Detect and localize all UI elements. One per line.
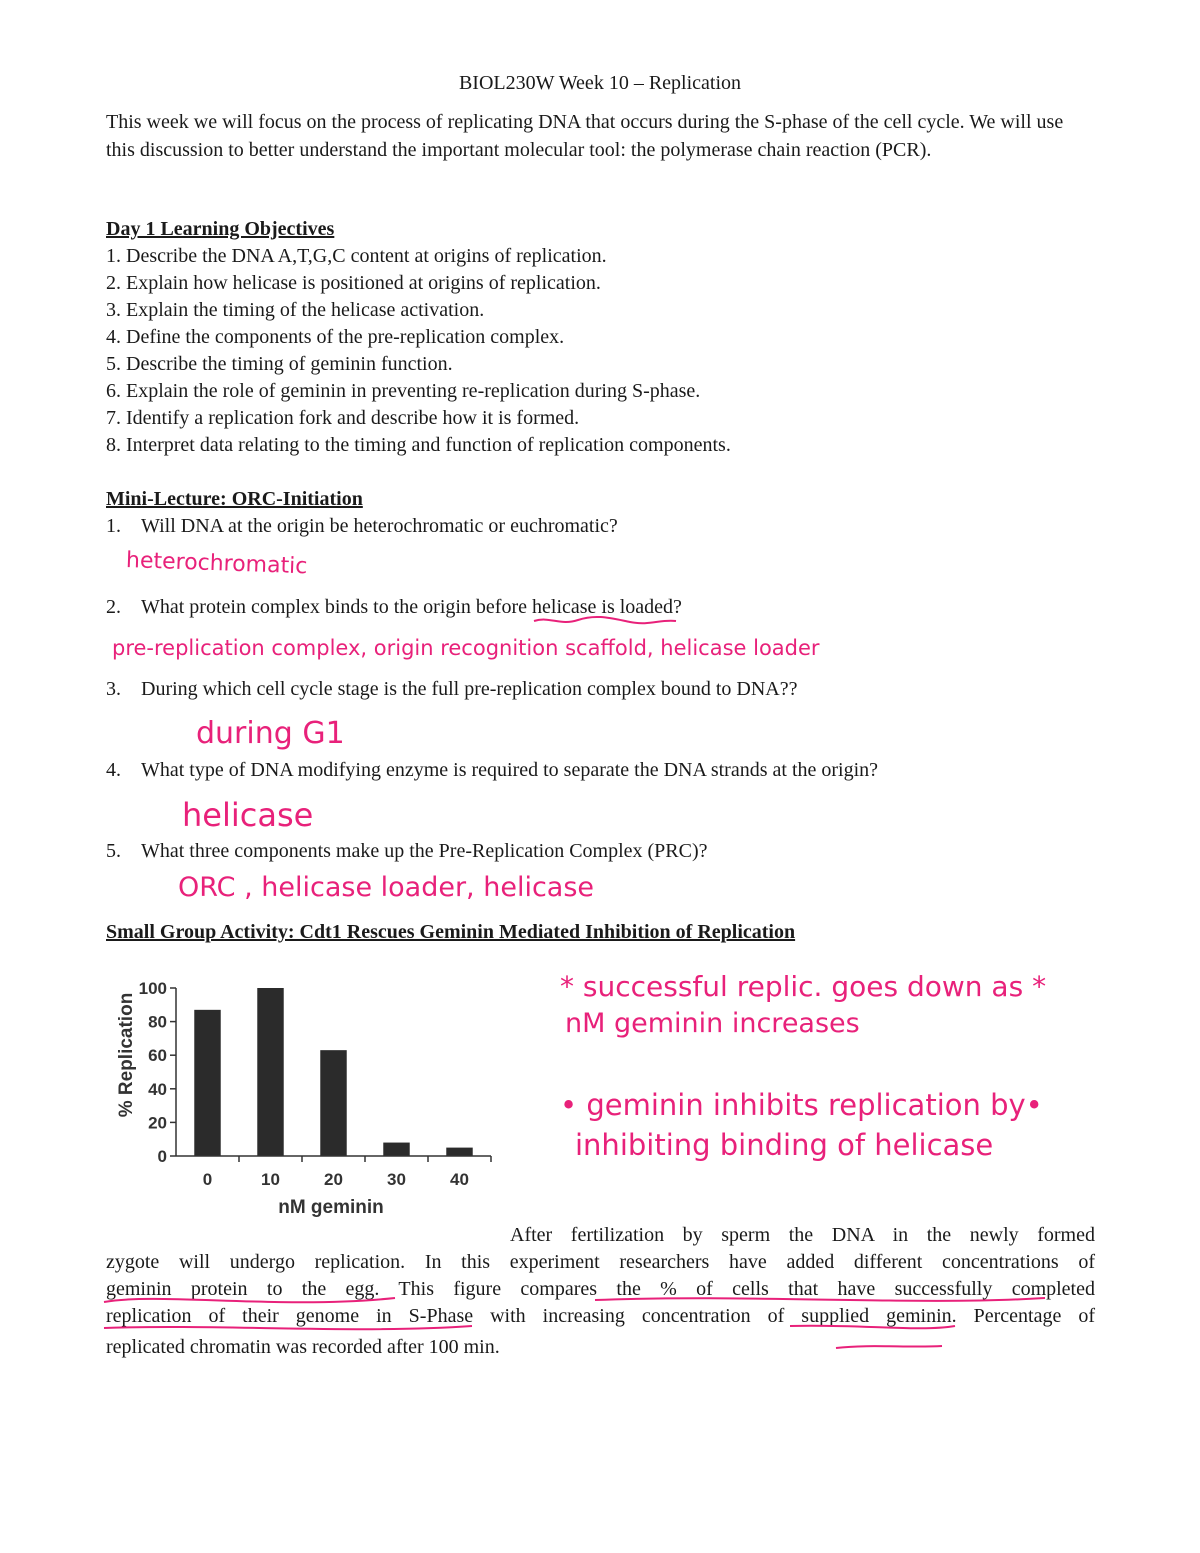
note-handwritten: • geminin inhibits replication by• [560, 1088, 1043, 1122]
objective-item: 8. Interpret data relating to the timing and function of replication components. [106, 434, 731, 456]
chart-y-tick-label: 40 [148, 1079, 167, 1099]
note-handwritten: * successful replic. goes down as * [560, 970, 1047, 1003]
question-2-number: 2. [106, 596, 121, 618]
chart-bar [194, 1010, 220, 1156]
chart-x-tick-label: 0 [202, 1170, 213, 1189]
question-1-number: 1. [106, 515, 121, 537]
question-4-text: What type of DNA modifying enzyme is required to separate the DNA strands at the origin? [141, 759, 879, 781]
chart-x-axis-label: nM geminin [278, 1197, 384, 1218]
replication-bar-chart [106, 970, 506, 1220]
answer-2-handwritten: pre-replication complex, origin recognition scaffold, helicase loader [112, 636, 820, 660]
chart-y-tick-label: 80 [148, 1012, 167, 1032]
objectives-heading: Day 1 Learning Objectives [106, 218, 335, 240]
activity-paragraph-line: zygote will undergo replication. In this experiment researchers have added different concentrations of [106, 1251, 1095, 1273]
chart-bar [446, 1148, 472, 1156]
chart-y-tick-label: 100 [138, 979, 167, 998]
chart-bar [320, 1050, 346, 1156]
activity-paragraph-line: replication of their genome in S-Phase with increasing concentration of supplied geminin. Percentage of [106, 1305, 1095, 1327]
handwritten-underlines [100, 1290, 1060, 1360]
objective-item: 7. Identify a replication fork and describe how it is formed. [106, 407, 580, 429]
objective-item: 6. Explain the role of geminin in preventing re-replication during S-phase. [106, 380, 701, 402]
activity-heading: Small Group Activity: Cdt1 Rescues Geminin Mediated Inhibition of Replication [106, 921, 796, 943]
chart-y-axis-label: % Replication [116, 992, 137, 1118]
mini-lecture-heading: Mini-Lecture: ORC-Initiation [106, 488, 363, 510]
activity-paragraph-line: After fertilization by sperm the DNA in the newly formed [510, 1224, 1095, 1246]
answer-1-handwritten: heterochromatic [125, 548, 308, 580]
chart-bar [383, 1143, 409, 1156]
answer-4-handwritten: helicase [182, 796, 314, 834]
note-handwritten: inhibiting binding of helicase [575, 1128, 994, 1162]
objective-item: 3. Explain the timing of the helicase activation. [106, 299, 485, 321]
chart-bar [257, 988, 283, 1156]
objective-item: 4. Define the components of the pre-replication complex. [106, 326, 565, 348]
question-2-text: What protein complex binds to the origin before helicase is loaded? [141, 596, 682, 618]
chart-x-tick-label: 10 [261, 1170, 280, 1189]
answer-5-handwritten: ORC , helicase loader, helicase [178, 872, 595, 903]
answer-3-handwritten: during G1 [196, 716, 345, 751]
question-5-number: 5. [106, 840, 121, 862]
question-3-number: 3. [106, 678, 121, 700]
intro-paragraph: This week we will focus on the process of replicating DNA that occurs during the S-phase of the cell cycle. We will use this discussion to better understand the important molecular tool: the polymerase chain reaction (PCR). [106, 111, 1064, 161]
page-title: BIOL230W Week 10 – Replication [458, 72, 742, 94]
chart-x-tick-label: 20 [324, 1170, 343, 1189]
question-1-text: Will DNA at the origin be heterochromatic or euchromatic? [141, 515, 618, 537]
note-handwritten: nM geminin increases [565, 1008, 860, 1039]
objective-item: 2. Explain how helicase is positioned at origins of replication. [106, 272, 601, 294]
handwritten-underline [530, 614, 680, 628]
activity-paragraph-line: replicated chromatin was recorded after 100 min. [106, 1336, 500, 1358]
chart-y-tick-label: 60 [148, 1046, 167, 1066]
chart-x-tick-label: 30 [387, 1170, 406, 1189]
question-5-text: What three components make up the Pre-Replication Complex (PRC)? [141, 840, 708, 862]
activity-paragraph-line: geminin protein to the egg. This figure compares the % of cells that have successfully completed [106, 1278, 1095, 1300]
chart-y-tick-label: 20 [148, 1113, 167, 1133]
chart-x-tick-label: 40 [450, 1170, 469, 1189]
question-3-text: During which cell cycle stage is the full pre-replication complex bound to DNA?? [141, 678, 798, 700]
objective-item: 1. Describe the DNA A,T,G,C content at origins of replication. [106, 245, 607, 267]
chart-y-tick-label: 0 [157, 1147, 167, 1166]
question-4-number: 4. [106, 759, 121, 781]
objective-item: 5. Describe the timing of geminin function. [106, 353, 453, 375]
